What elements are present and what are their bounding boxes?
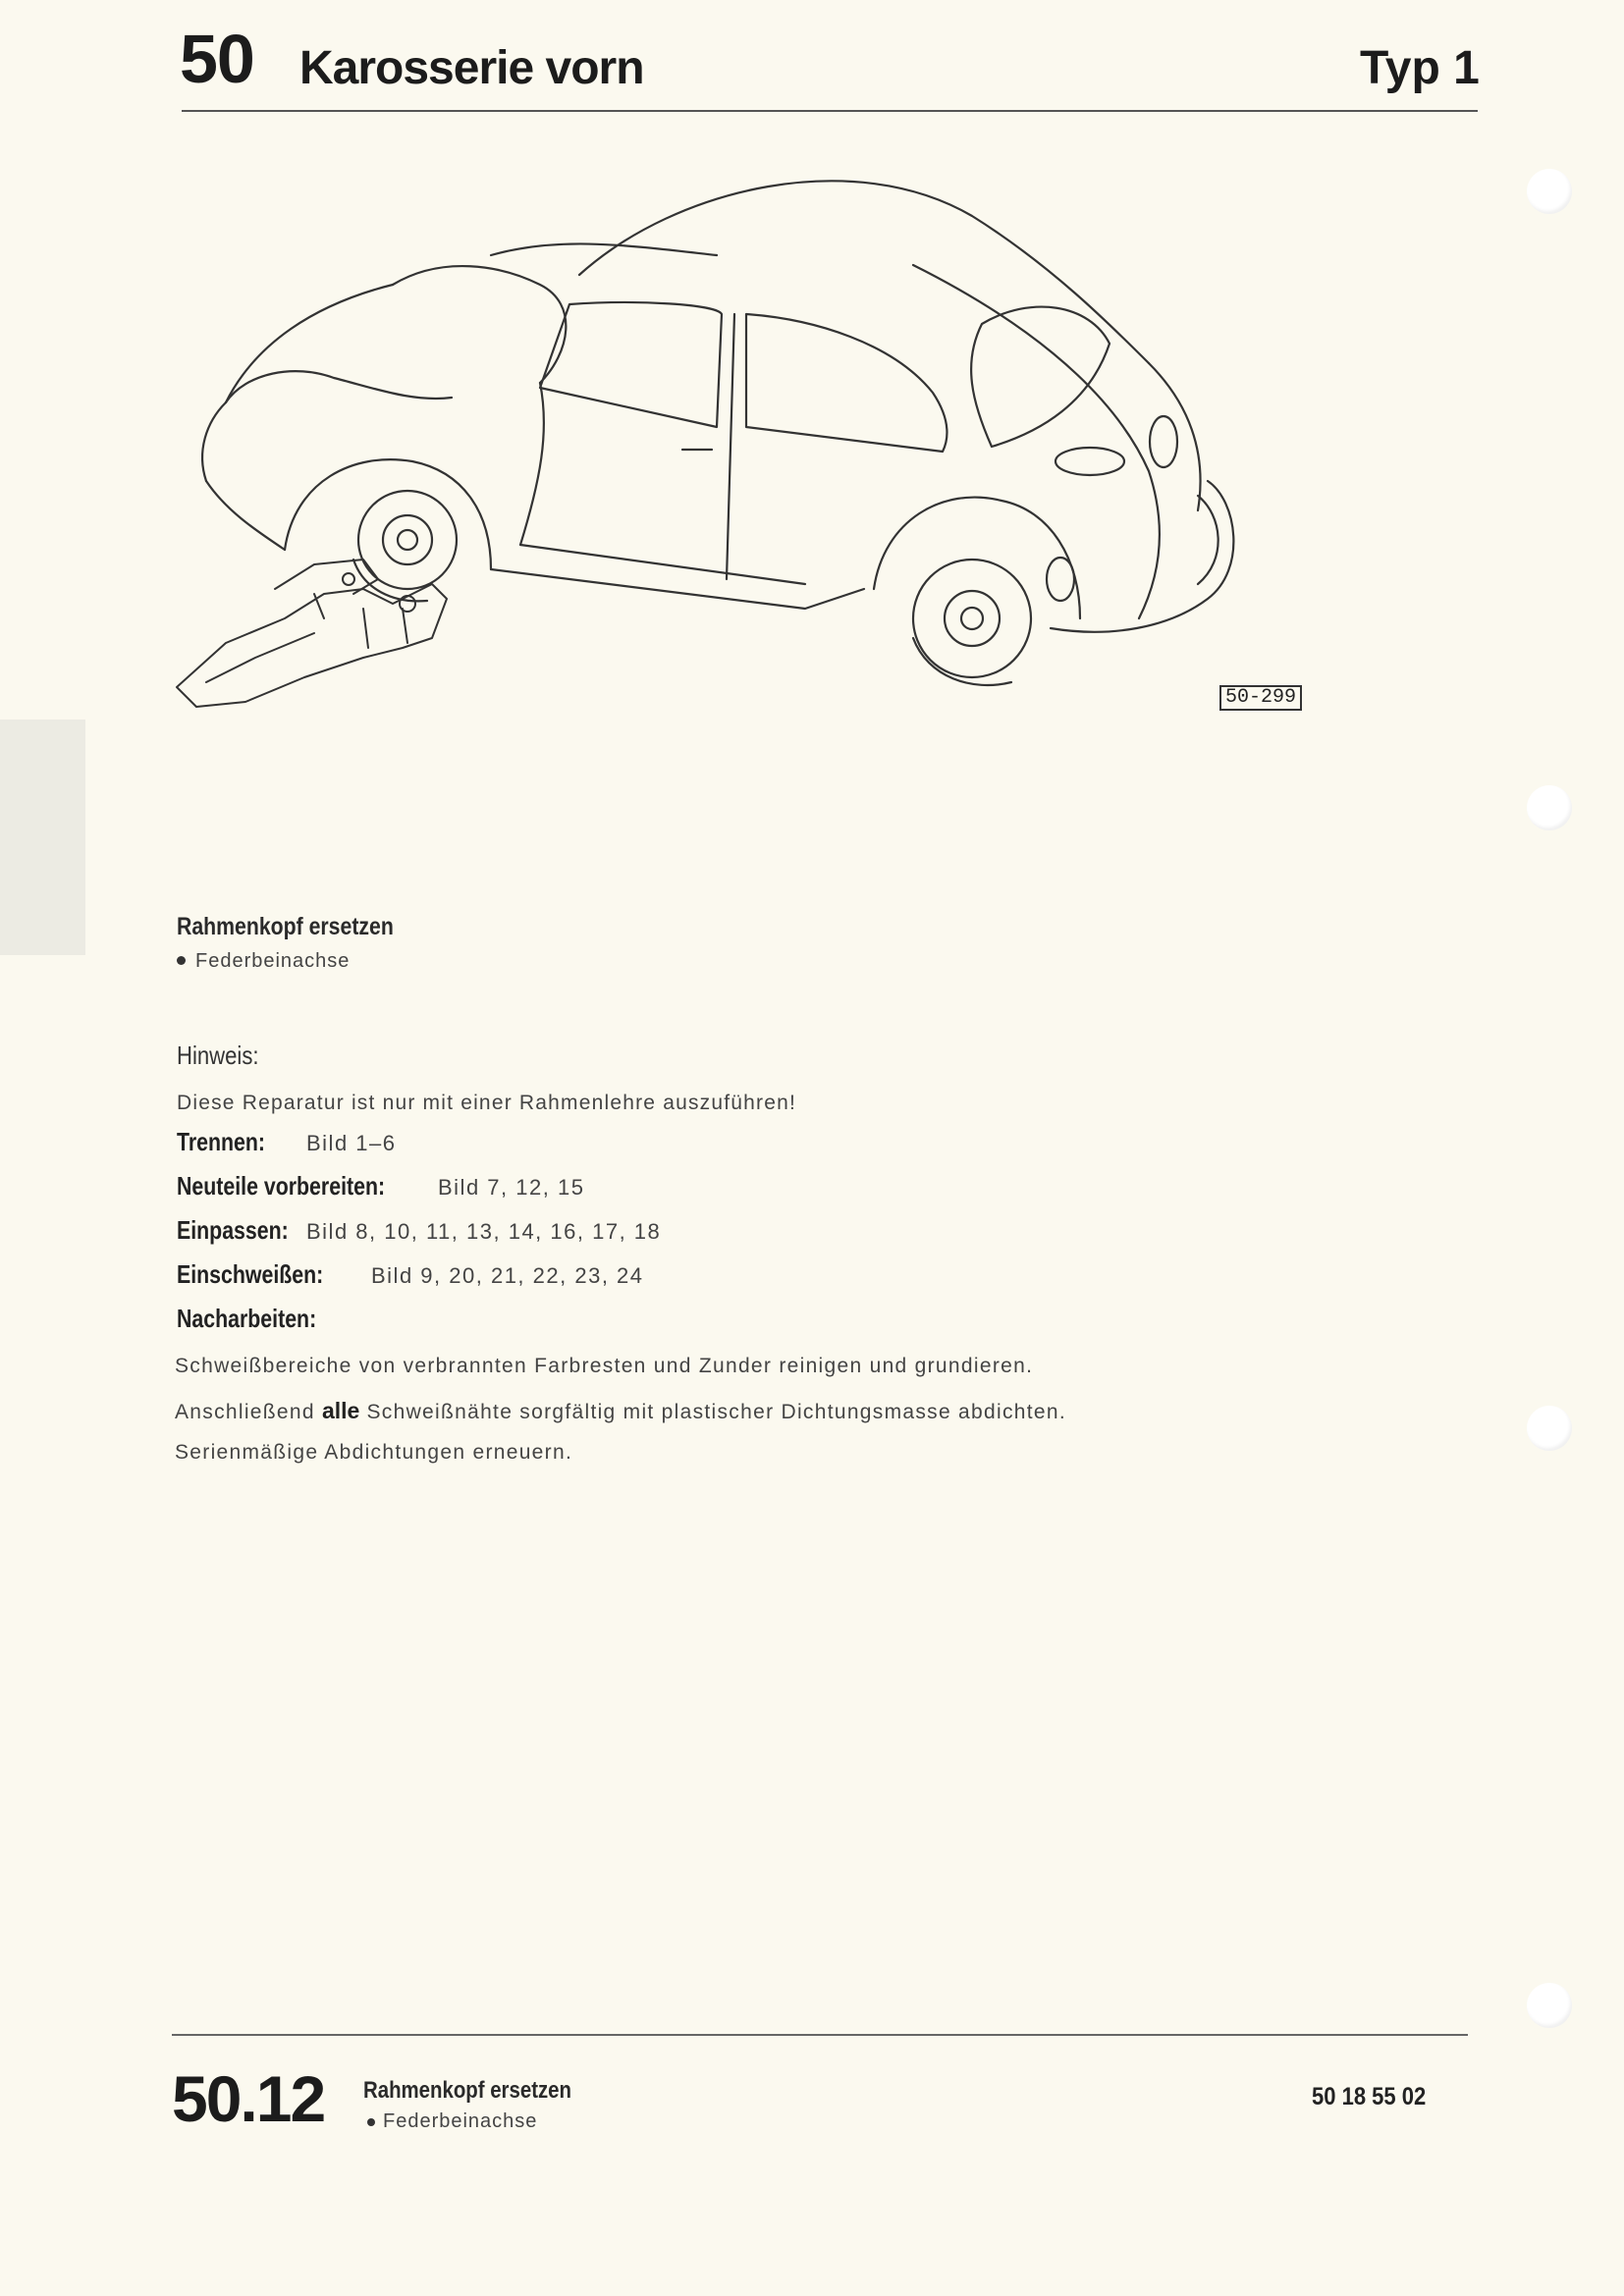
footer-subtitle [367,2110,537,2133]
repair-note: Diese Reparatur ist nur mit einer Rahmenlehre auszuführen! [177,1092,797,1114]
body-line: Schweißbereiche von verbrannten Farbresten und Zunder reinigen und grundieren. [175,1355,1034,1377]
type-label: Typ 1 [1360,42,1480,94]
step-label: Nacharbeiten: [177,1304,317,1333]
bullet-dot-icon [367,2118,375,2126]
figure-label: 50-299 [1219,685,1302,711]
bullet-text: Federbeinachse [195,950,351,972]
emphasis-text: alle [321,1398,360,1423]
page-number: 50.12 [172,2062,325,2135]
body-text: Schweißnähte sorgfältig mit plastischer Dichtungsmasse abdichten. [366,1401,1066,1423]
document-code: 50 18 55 02 [1312,2083,1427,2110]
punch-hole [1527,785,1572,830]
section-title: Karosserie vorn [299,42,644,94]
step-label: Neuteile vorbereiten: [177,1171,386,1201]
bullet-dot-icon [177,956,186,965]
step-value: Bild 9, 20, 21, 22, 23, 24 [371,1263,644,1288]
section-number: 50 [180,21,254,97]
footer-subtitle-text: Federbeinachse [383,2110,538,2132]
margin-band [0,720,85,955]
car-illustration [167,157,1326,726]
step-value: Bild 7, 12, 15 [438,1175,585,1200]
step-value: Bild 1–6 [306,1131,397,1155]
body-line [175,1398,1066,1424]
header-divider [182,110,1478,112]
step-label: Trennen: [177,1127,266,1156]
footer-title: Rahmenkopf ersetzen [363,2077,571,2104]
bullet-item [177,950,350,973]
step-label: Einpassen: [177,1215,289,1245]
step-value: Bild 8, 10, 11, 13, 14, 16, 17, 18 [306,1219,662,1244]
step-label: Einschweißen: [177,1259,324,1289]
hinweis-label: Hinweis: [177,1041,259,1070]
punch-hole [1527,1406,1572,1451]
procedure-heading: Rahmenkopf ersetzen [177,913,394,940]
punch-hole [1527,1983,1572,2028]
punch-hole [1527,169,1572,214]
body-text: Anschließend [175,1401,315,1423]
footer-divider [172,2034,1468,2036]
body-line: Serienmäßige Abdichtungen erneuern. [175,1441,573,1464]
